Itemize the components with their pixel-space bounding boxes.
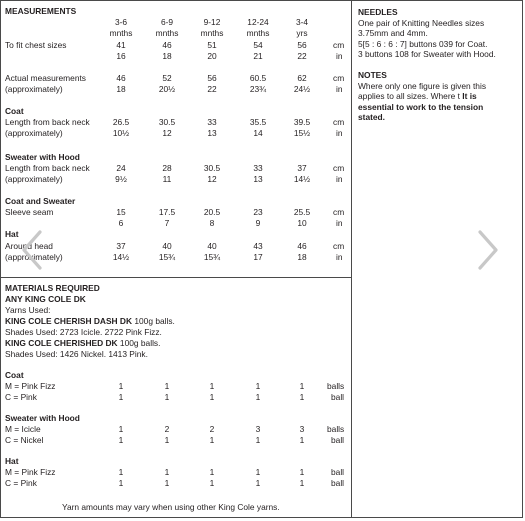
row-label: M = Icicle (5, 424, 41, 434)
unit-label: cm (333, 73, 345, 83)
value-cell: 25.5 (293, 207, 311, 217)
value-cell: 14½ (112, 252, 130, 262)
row-label: Around head (5, 241, 53, 251)
value-cell: 41 (116, 40, 126, 50)
unit-label: cm (333, 163, 345, 173)
chevron-right-icon (474, 228, 502, 272)
value-cell: 1 (209, 381, 215, 391)
value-cell: 1 (118, 435, 124, 445)
value-cell: 6 (118, 218, 124, 228)
size-unit: yrs (296, 28, 308, 38)
row-label: (approximately) (5, 84, 63, 94)
unit-label: in (336, 128, 343, 138)
prev-page-button[interactable] (18, 228, 46, 272)
unit-label: in (336, 218, 343, 228)
value-cell: 51 (207, 40, 217, 50)
yarn-name: KING COLE CHERISHED DK (5, 338, 118, 348)
row-label: Sleeve seam (5, 207, 54, 217)
value-cell: 9½ (115, 174, 127, 184)
value-cell: 46 (116, 73, 126, 83)
notes-text: Where only one figure is given this (358, 80, 487, 91)
yarn-line (5, 316, 175, 327)
value-cell: 1 (118, 467, 124, 477)
value-cell: 1 (164, 467, 170, 477)
notes-text (358, 91, 518, 102)
subsection-heading: Coat (5, 370, 24, 380)
value-cell: 10½ (112, 128, 130, 138)
subsection-heading: Hat (5, 229, 19, 239)
value-cell: 18 (162, 51, 172, 61)
value-cell: 1 (299, 381, 305, 391)
row-label: C = Nickel (5, 435, 44, 445)
needles-text: 3 buttons 108 for Sweater with Hood. (358, 49, 496, 59)
value-cell: 35.5 (249, 117, 267, 127)
value-cell: 17 (253, 252, 263, 262)
measurements-heading: MEASUREMENTS (5, 6, 77, 16)
value-cell: 33 (253, 163, 263, 173)
value-cell: 1 (299, 467, 305, 477)
row-label: Length from back neck (5, 117, 90, 127)
unit-label: in (336, 174, 343, 184)
value-cell: 15¾ (158, 252, 176, 262)
unit-label: balls (327, 424, 345, 434)
value-cell: 7 (164, 218, 170, 228)
value-cell: 23 (253, 207, 263, 217)
value-cell: 20 (207, 51, 217, 61)
value-cell: 1 (255, 381, 261, 391)
materials-subheading: ANY KING COLE DK (5, 294, 86, 304)
value-cell: 60.5 (249, 73, 267, 83)
value-cell: 1 (299, 478, 305, 488)
needles-text: 5[5 : 6 : 6 : 7] buttons 039 for Coat. (358, 38, 488, 49)
value-cell: 21 (253, 51, 263, 61)
value-cell: 22 (207, 84, 217, 94)
value-cell: 39.5 (293, 117, 311, 127)
yarn-weight: 100g balls. (117, 338, 161, 348)
unit-label: ball (331, 467, 345, 477)
value-cell: 1 (299, 435, 305, 445)
value-cell: 1 (209, 478, 215, 488)
notes-text: essential to work to the tension (358, 101, 484, 112)
value-cell: 46 (297, 241, 307, 251)
unit-label: cm (333, 117, 345, 127)
unit-label: ball (331, 435, 345, 445)
needles-section (358, 7, 518, 60)
notes-text-bold: It is (462, 91, 477, 101)
notes-text: stated. (358, 112, 385, 122)
section-divider (0, 277, 352, 278)
unit-label: in (336, 51, 343, 61)
value-cell: 1 (209, 467, 215, 477)
value-cell: 14 (253, 128, 263, 138)
value-cell: 1 (164, 478, 170, 488)
yarns-used-label: Yarns Used: (5, 305, 51, 315)
yarn-shades: Shades Used: 2723 Icicle. 2722 Pink Fizz. (5, 327, 162, 337)
value-cell: 62 (297, 73, 307, 83)
value-cell: 1 (255, 435, 261, 445)
row-label: C = Pink (5, 392, 37, 402)
value-cell: 28 (162, 163, 172, 173)
value-cell: 1 (164, 392, 170, 402)
value-cell: 12 (162, 128, 172, 138)
value-cell: 1 (118, 478, 124, 488)
size-unit: mnths (155, 28, 179, 38)
notes-section (358, 70, 518, 123)
value-cell: 20.5 (203, 207, 221, 217)
value-cell: 1 (164, 381, 170, 391)
size-header: 3-6 (114, 17, 128, 27)
value-cell: 11 (162, 174, 172, 184)
row-label: M = Pink Fizz (5, 467, 56, 477)
notes-heading: NOTES (358, 70, 387, 80)
unit-label: cm (333, 241, 345, 251)
subsection-heading: Coat (5, 106, 24, 116)
value-cell: 1 (118, 381, 124, 391)
row-label: C = Pink (5, 478, 37, 488)
value-cell: 13 (253, 174, 263, 184)
size-unit: mnths (109, 28, 133, 38)
value-cell: 9 (255, 218, 261, 228)
yarn-name: KING COLE CHERISH DASH DK (5, 316, 133, 326)
size-header: 3-4 (295, 17, 309, 27)
value-cell: 1 (209, 392, 215, 402)
unit-label: cm (333, 40, 345, 50)
chevron-left-icon (18, 228, 46, 272)
column-divider (351, 0, 352, 518)
value-cell: 17.5 (158, 207, 176, 217)
value-cell: 1 (255, 478, 261, 488)
value-cell: 54 (253, 40, 263, 50)
value-cell: 46 (162, 40, 172, 50)
value-cell: 24½ (293, 84, 311, 94)
notes-text-part: applies to all sizes. Where t (358, 91, 463, 101)
subsection-heading: Coat and Sweater (5, 196, 76, 206)
value-cell: 37 (297, 163, 307, 173)
value-cell: 1 (118, 392, 124, 402)
needles-heading: NEEDLES (358, 7, 398, 17)
row-label: (approximately) (5, 128, 63, 138)
value-cell: 20½ (158, 84, 176, 94)
yarn-line (5, 338, 160, 349)
value-cell: 33 (207, 117, 217, 127)
yarn-footnote: Yarn amounts may vary when using other King Cole yarns. (62, 502, 280, 512)
row-label: (approximately) (5, 252, 63, 262)
value-cell: 15¾ (203, 252, 221, 262)
size-unit: mnths (200, 28, 224, 38)
row-label: To fit chest sizes (5, 40, 67, 50)
value-cell: 43 (253, 241, 263, 251)
value-cell: 18 (297, 252, 307, 262)
value-cell: 10 (297, 218, 307, 228)
size-header: 12-24 (247, 17, 269, 27)
row-label: (approximately) (5, 174, 63, 184)
subsection-heading: Sweater with Hood (5, 413, 80, 423)
value-cell: 15 (116, 207, 126, 217)
value-cell: 22 (297, 51, 307, 61)
needles-text: One pair of Knitting Needles sizes (358, 17, 485, 28)
value-cell: 18 (116, 84, 126, 94)
unit-label: balls (327, 381, 345, 391)
value-cell: 30.5 (158, 117, 176, 127)
subsection-heading: Sweater with Hood (5, 152, 80, 162)
subsection-heading: Hat (5, 456, 19, 466)
value-cell: 52 (162, 73, 172, 83)
unit-label: cm (333, 207, 345, 217)
unit-label: in (336, 84, 343, 94)
size-header: 9-12 (203, 17, 221, 27)
value-cell: 1 (299, 392, 305, 402)
value-cell: 23¾ (249, 84, 267, 94)
row-label: Actual measurements (5, 73, 86, 83)
needles-text: 3.75mm and 4mm. (358, 28, 428, 38)
value-cell: 15½ (293, 128, 311, 138)
value-cell: 2 (164, 424, 170, 434)
unit-label: ball (331, 478, 345, 488)
value-cell: 26.5 (112, 117, 130, 127)
value-cell: 40 (207, 241, 217, 251)
value-cell: 12 (207, 174, 217, 184)
value-cell: 13 (207, 128, 217, 138)
value-cell: 3 (299, 424, 305, 434)
value-cell: 1 (255, 467, 261, 477)
next-page-button[interactable] (474, 228, 502, 272)
yarn-weight: 100g balls. (132, 316, 175, 326)
value-cell: 1 (118, 424, 124, 434)
value-cell: 30.5 (203, 163, 221, 173)
value-cell: 8 (209, 218, 215, 228)
value-cell: 56 (297, 40, 307, 50)
value-cell: 14½ (293, 174, 311, 184)
row-label: M = Pink Fizz (5, 381, 56, 391)
size-header: 6-9 (160, 17, 174, 27)
unit-label: ball (331, 392, 345, 402)
unit-label: in (336, 252, 343, 262)
value-cell: 2 (209, 424, 215, 434)
value-cell: 1 (164, 435, 170, 445)
value-cell: 40 (162, 241, 172, 251)
size-unit: mnths (246, 28, 270, 38)
value-cell: 1 (255, 392, 261, 402)
value-cell: 1 (209, 435, 215, 445)
row-label: Length from back neck (5, 163, 90, 173)
yarn-shades: Shades Used: 1426 Nickel. 1413 Pink. (5, 349, 148, 359)
value-cell: 56 (207, 73, 217, 83)
value-cell: 37 (116, 241, 126, 251)
value-cell: 16 (116, 51, 126, 61)
materials-heading: MATERIALS REQUIRED (5, 283, 100, 293)
value-cell: 24 (116, 163, 126, 173)
value-cell: 3 (255, 424, 261, 434)
